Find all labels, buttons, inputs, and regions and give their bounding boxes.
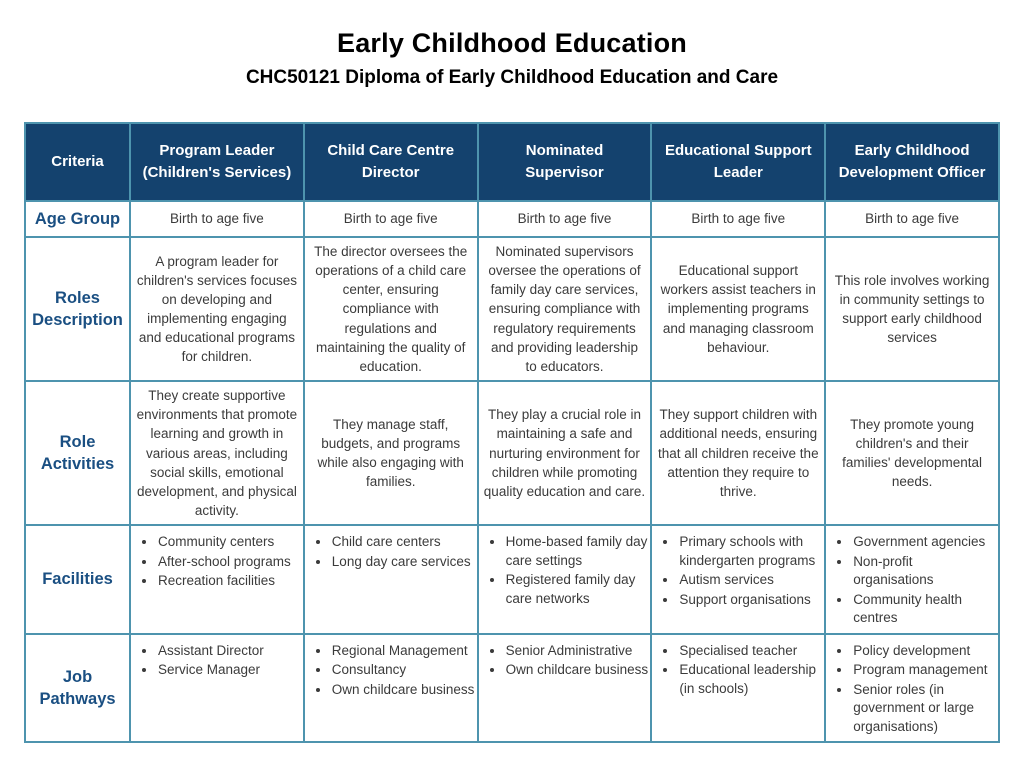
- bullet-list: [131, 642, 301, 680]
- row-label-roles-description: Roles Description: [25, 237, 130, 381]
- list-item: • Community centers: [157, 533, 301, 551]
- list-item: • Policy development: [852, 642, 996, 660]
- column-header-educational-support-leader: Educational Support Leader: [651, 123, 825, 201]
- row-age-group: [25, 201, 999, 237]
- row-facilities: [25, 525, 999, 633]
- page-title: Early Childhood Education: [336, 28, 687, 58]
- list-item: • Child care centers: [331, 533, 475, 551]
- row-label-role-activities: Role Activities: [25, 381, 130, 525]
- table-cell: Birth to age five: [478, 201, 652, 237]
- list-item: • Registered family day care networks: [505, 571, 649, 608]
- list-item: • Community health centres: [852, 591, 996, 628]
- bullet-list: [479, 642, 649, 680]
- roles-comparison-table: [24, 122, 1000, 743]
- column-header-criteria: Criteria: [25, 123, 130, 201]
- table-cell: Birth to age five: [651, 201, 825, 237]
- table-cell: They support children with additional needs, ensuring that all children receive the attention they require to thrive.: [651, 381, 825, 525]
- row-label-job-pathways: Job Pathways: [25, 634, 130, 742]
- list-item: • Government agencies: [852, 533, 996, 551]
- list-item: • Own childcare business: [505, 661, 649, 679]
- list-item: • Support organisations: [678, 591, 822, 609]
- bullet-list: [826, 533, 996, 627]
- list-item: • Senior Administrative: [505, 642, 649, 660]
- table-cell: They play a crucial role in maintaining a safe and nurturing environment for children while promoting quality education and care.: [478, 381, 652, 525]
- header-row: [25, 123, 999, 201]
- list-item: • Own childcare business: [331, 681, 475, 699]
- bullet-list: [479, 533, 649, 608]
- bullet-list: [305, 533, 475, 571]
- table-cell: Birth to age five: [130, 201, 304, 237]
- table-cell: [130, 525, 304, 633]
- row-label-facilities: Facilities: [25, 525, 130, 633]
- table-cell: [304, 525, 478, 633]
- page-subtitle: CHC50121 Diploma of Early Childhood Education and Care: [245, 67, 779, 88]
- table-cell: [304, 634, 478, 742]
- table-cell: This role involves working in community settings to support early childhood services: [825, 237, 999, 381]
- table-cell: Birth to age five: [304, 201, 478, 237]
- table-cell: [478, 525, 652, 633]
- list-item: • Non-profit organisations: [852, 553, 996, 590]
- list-item: • Consultancy: [331, 661, 475, 679]
- table-cell: The director oversees the operations of a child care center, ensuring compliance with regulations and maintaining the quality of education.: [304, 237, 478, 381]
- list-item: • Autism services: [678, 571, 822, 589]
- row-label-age-group: Age Group: [25, 201, 130, 237]
- list-item: • Senior roles (in government or large organisations): [852, 681, 996, 736]
- table-cell: A program leader for children's services focuses on developing and implementing engaging and educational programs for children.: [130, 237, 304, 381]
- list-item: • Program management: [852, 661, 996, 679]
- list-item: • Regional Management: [331, 642, 475, 660]
- table-cell: Birth to age five: [825, 201, 999, 237]
- list-item: • Home-based family day care settings: [505, 533, 649, 570]
- bullet-list: [826, 642, 996, 736]
- column-header-early-childhood-development-officer: Early Childhood Development Officer: [825, 123, 999, 201]
- table-cell: Nominated supervisors oversee the operations of family day care services, ensuring compliance with regulatory requirements and providing leadership to educators.: [478, 237, 652, 381]
- table-cell: [651, 634, 825, 742]
- table-cell: They create supportive environments that promote learning and growth in various areas, including social skills, emotional development, and physical activity.: [130, 381, 304, 525]
- table-cell: [825, 525, 999, 633]
- row-job-pathways: [25, 634, 999, 742]
- table-cell: [130, 634, 304, 742]
- list-item: • Specialised teacher: [678, 642, 822, 660]
- table-cell: [651, 525, 825, 633]
- list-item: • Recreation facilities: [157, 572, 301, 590]
- row-roles-description: [25, 237, 999, 381]
- list-item: • Educational leadership (in schools): [678, 661, 822, 698]
- list-item: • Service Manager: [157, 661, 301, 679]
- list-item: • Primary schools with kindergarten programs: [678, 533, 822, 570]
- row-role-activities: [25, 381, 999, 525]
- column-header-program-leader: Program Leader (Children's Services): [130, 123, 304, 201]
- table-cell: They promote young children's and their families' developmental needs.: [825, 381, 999, 525]
- table-cell: Educational support workers assist teachers in implementing programs and managing classroom behaviour.: [651, 237, 825, 381]
- table-cell: [825, 634, 999, 742]
- table-cell: They manage staff, budgets, and programs while also engaging with families.: [304, 381, 478, 525]
- bullet-list: [652, 642, 822, 698]
- list-item: • Long day care services: [331, 553, 475, 571]
- list-item: • Assistant Director: [157, 642, 301, 660]
- column-header-child-care-centre-director: Child Care Centre Director: [304, 123, 478, 201]
- table-cell: [478, 634, 652, 742]
- bullet-list: [305, 642, 475, 699]
- bullet-list: [652, 533, 822, 609]
- bullet-list: [131, 533, 301, 590]
- column-header-nominated-supervisor: Nominated Supervisor: [478, 123, 652, 201]
- list-item: • After-school programs: [157, 553, 301, 571]
